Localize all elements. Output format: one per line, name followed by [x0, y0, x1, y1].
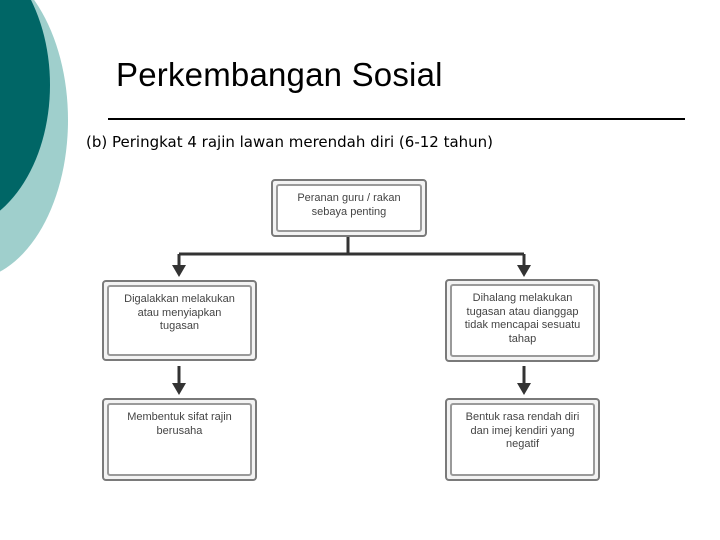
box-encouraged-text: Digalakkan melakukan atau menyiapkan tugasan — [124, 293, 235, 332]
arrowhead-right-bottom — [517, 383, 531, 395]
box-hindered-text: Dihalang melakukan tugasan atau dianggap tidak mencapai sesuatu tahap — [464, 292, 581, 345]
box-hindered — [445, 279, 600, 362]
box-inferiority — [445, 398, 600, 481]
box-role-teacher-peers — [271, 179, 427, 237]
arrowhead-right-middle — [517, 265, 531, 277]
box-role-teacher-peers-text: Peranan guru / rakan sebaya penting — [297, 192, 401, 218]
arrowhead-left-bottom — [172, 383, 186, 395]
slide-title: Perkembangan Sosial — [116, 56, 443, 93]
slide-subtitle: (b) Peringkat 4 rajin lawan merendah diri (6-12 tahun) — [86, 133, 494, 151]
arrowhead-left-middle — [172, 265, 186, 277]
box-industrious-text: Membentuk sifat rajin berusaha — [127, 411, 232, 437]
box-inferiority-text: Bentuk rasa rendah diri dan imej kendiri yang negatif — [465, 411, 580, 450]
box-encouraged — [102, 280, 257, 361]
box-industrious — [102, 398, 257, 481]
